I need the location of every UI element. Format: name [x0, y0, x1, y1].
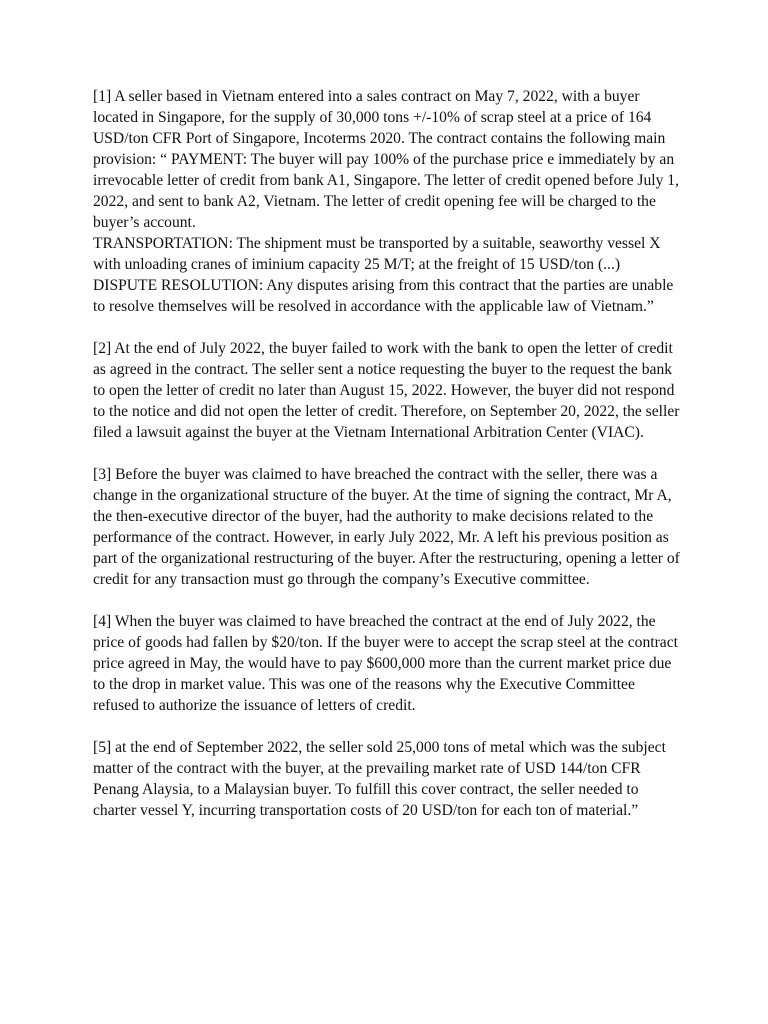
paragraph-4	[93, 611, 683, 716]
paragraph-5	[93, 737, 683, 821]
paragraph-1-text: [1] A seller based in Vietnam entered into a sales contract on May 7, 2022, with a buyer located in Singapore, for the supply of 30,000 tons +/-10% of scrap steel at a price of 164 USD/ton CFR Port of Singapore, Incoterms 2020. The contract contains the following main provision: “ PAYMENT: The buyer will pay 100% of the purchase price e immediately by an irrevocable letter of credit from bank A1, Singapore. The letter of credit opened before July 1, 2022, and sent to bank A2, Vietnam. The letter of credit opening fee will be charged to the buyer’s account.	[93, 88, 679, 231]
paragraph-2-text: [2] At the end of July 2022, the buyer failed to work with the bank to open the letter of credit as agreed in the contract. The seller sent a notice requesting the buyer to the request the bank to open the letter of credit no later than August 15, 2022. However, the buyer did not respond to the notice and did not open the letter of credit. Therefore, on September 20, 2022, the seller filed a lawsuit against the buyer at the Vietnam International Arbitration Center (VIAC).	[93, 340, 680, 441]
paragraph-4-text: [4] When the buyer was claimed to have breached the contract at the end of July 2022, the price of goods had fallen by $20/ton. If the buyer were to accept the scrap steel at the contract price agreed in May, the would have to pay $600,000 more than the current market price due to the drop in market value. This was one of the reasons why the Executive Committee refused to authorize the issuance of letters of credit.	[93, 613, 678, 714]
paragraph-2	[93, 338, 683, 443]
paragraph-1-dispute-resolution: DISPUTE RESOLUTION: Any disputes arising from this contract that the parties are unable to resolve themselves will be resolved in accordance with the applicable law of Vietnam.”	[93, 277, 674, 315]
paragraph-1	[93, 86, 683, 317]
paragraph-3	[93, 464, 683, 590]
paragraph-3-text: [3] Before the buyer was claimed to have breached the contract with the seller, there was a change in the organizational structure of the buyer. At the time of signing the contract, Mr A, the then-executive director of the buyer, had the authority to make decisions related to the performance of the contract. However, in early July 2022, Mr. A left his previous position as part of the organizational restructuring of the buyer. After the restructuring, opening a letter of credit for any transaction must go through the company’s Executive committee.	[93, 466, 680, 588]
paragraph-5-text: [5] at the end of September 2022, the seller sold 25,000 tons of metal which was the subject matter of the contract with the buyer, at the prevailing market rate of USD 144/ton CFR Penang Alaysia, to a Malaysian buyer. To fulfill this cover contract, the seller needed to charter vessel Y, incurring transportation costs of 20 USD/ton for each ton of material.”	[93, 739, 666, 819]
document-body	[93, 86, 683, 842]
paragraph-1-transportation: TRANSPORTATION: The shipment must be transported by a suitable, seaworthy vessel X with unloading cranes of iminium capacity 25 M/T; at the freight of 15 USD/ton (...)	[93, 235, 661, 273]
